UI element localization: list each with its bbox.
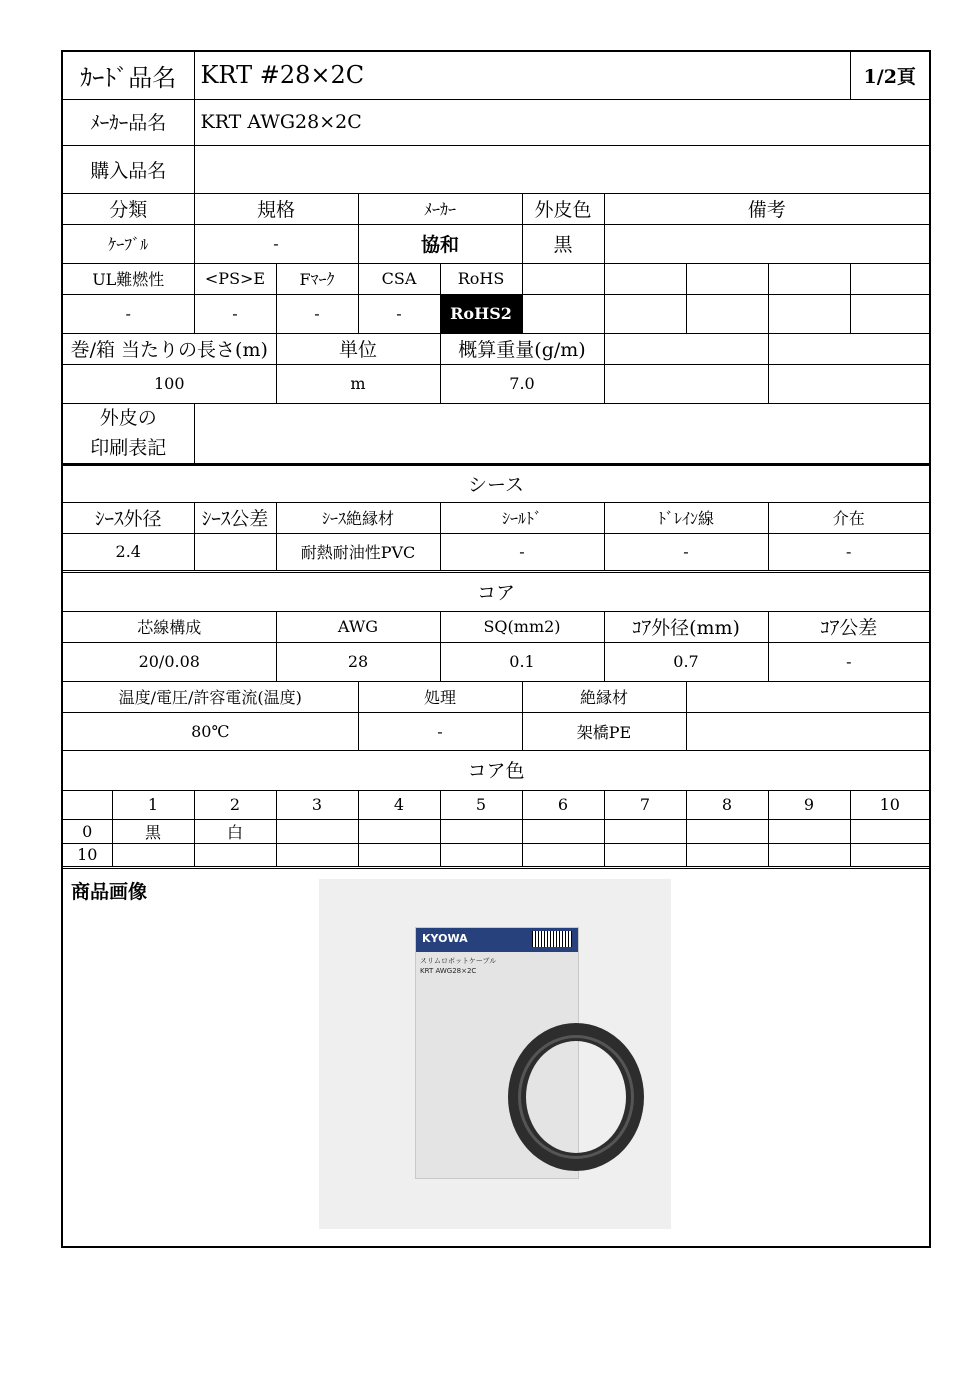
cert-value: -	[63, 294, 194, 333]
core-color-col: 3	[276, 790, 358, 819]
section-divider	[63, 866, 929, 869]
core-color-cell	[686, 843, 768, 866]
product-photo	[319, 879, 671, 1229]
class-value: -	[194, 224, 358, 263]
core-color-cell	[850, 819, 929, 843]
cert-header: <PS>E	[194, 263, 276, 294]
class-value	[604, 224, 929, 263]
purchase-name-value	[194, 145, 929, 193]
purchase-name-label: 購入品名	[63, 145, 194, 193]
length-value: 7.0	[440, 364, 604, 403]
core-header: ｺｱ外径(mm)	[604, 611, 768, 642]
core-color-cell	[522, 843, 604, 866]
sheath-header: 介在	[768, 502, 929, 533]
barcode-icon	[532, 931, 572, 947]
cable-package-image	[415, 927, 579, 1179]
core-value: 0.7	[604, 642, 768, 681]
core-value: 架橋PE	[522, 712, 686, 750]
core-header	[686, 681, 929, 712]
sheath-header: ﾄﾞﾚｲﾝ線	[604, 502, 768, 533]
class-header: 備考	[604, 193, 929, 224]
core-color-cell	[686, 819, 768, 843]
core-color-col: 5	[440, 790, 522, 819]
package-label-line1: スリムロボットケーブル	[420, 957, 497, 965]
core-color-table	[63, 750, 929, 867]
core-color-col: 10	[850, 790, 929, 819]
header-table	[63, 52, 929, 100]
core-color-title: コア色	[63, 750, 929, 790]
core-color-col: 1	[112, 790, 194, 819]
print-label-line2: 印刷表記	[90, 437, 167, 460]
core-extra-table	[63, 681, 929, 751]
print-label-line1: 外皮の	[99, 407, 157, 430]
core-color-cell	[112, 843, 194, 866]
sheath-header: ｼｰｽ公差	[194, 502, 276, 533]
core-header: AWG	[276, 611, 440, 642]
cert-header: CSA	[358, 263, 440, 294]
core-color-cell	[440, 843, 522, 866]
core-color-cell	[358, 819, 440, 843]
cert-header: Fﾏｰｸ	[276, 263, 358, 294]
package-brand: KYOWA	[422, 932, 468, 945]
package-header	[416, 928, 578, 952]
sheath-value: -	[768, 533, 929, 570]
cert-value	[604, 294, 686, 333]
length-header: 単位	[276, 333, 440, 364]
cert-header	[850, 263, 931, 294]
core-header: 処理	[358, 681, 522, 712]
print-value	[194, 403, 929, 464]
cert-header	[604, 263, 686, 294]
core-value: -	[358, 712, 522, 750]
core-color-cell: 白	[194, 819, 276, 843]
core-color-cell	[604, 843, 686, 866]
core-color-corner	[63, 790, 112, 819]
core-color-col: 6	[522, 790, 604, 819]
sheath-title: シース	[63, 466, 929, 502]
cert-header	[686, 263, 768, 294]
core-color-cell	[604, 819, 686, 843]
length-header	[768, 333, 929, 364]
class-header: 外皮色	[522, 193, 604, 224]
core-header: 温度/電圧/許容電流(温度)	[63, 681, 358, 712]
maker-name-value: KRT AWG28×2C	[194, 99, 929, 145]
product-image-title: 商品画像	[71, 881, 148, 903]
sheath-value: -	[440, 533, 604, 570]
length-value	[768, 364, 929, 403]
core-color-cell	[768, 819, 850, 843]
page-number: 1/2頁	[850, 52, 929, 99]
cert-header: RoHS	[440, 263, 522, 294]
core-color-cell	[440, 819, 522, 843]
core-color-col: 4	[358, 790, 440, 819]
class-header: ﾒｰｶｰ	[358, 193, 522, 224]
core-color-col: 2	[194, 790, 276, 819]
core-color-col: 8	[686, 790, 768, 819]
sheath-table	[63, 466, 929, 571]
length-header: 巻/箱 当たりの長さ(m)	[63, 333, 276, 364]
cert-value	[850, 294, 931, 333]
core-title: コア	[63, 573, 929, 611]
cert-value: -	[194, 294, 276, 333]
core-color-col: 7	[604, 790, 686, 819]
print-table	[63, 403, 929, 465]
core-color-cell	[768, 843, 850, 866]
class-value: ｹｰﾌﾞﾙ	[63, 224, 194, 263]
length-value: m	[276, 364, 440, 403]
core-value: 80℃	[63, 712, 358, 750]
cert-table	[63, 263, 931, 334]
package-label	[420, 956, 552, 976]
cert-value: -	[276, 294, 358, 333]
cert-value: -	[358, 294, 440, 333]
core-color-row-label: 10	[63, 843, 112, 866]
print-label	[63, 403, 194, 464]
sheath-header: ｼｰｽ絶縁材	[276, 502, 440, 533]
maker-name-label: ﾒｰｶｰ品名	[63, 99, 194, 145]
core-color-cell: 黒	[112, 819, 194, 843]
maker-value: 協和	[358, 224, 522, 263]
length-header	[604, 333, 768, 364]
rohs-badge: RoHS2	[440, 294, 522, 333]
spec-sheet	[61, 50, 931, 1248]
sheath-value	[194, 533, 276, 570]
cert-value	[522, 294, 604, 333]
core-header: SQ(mm2)	[440, 611, 604, 642]
length-value	[604, 364, 768, 403]
core-color-col: 9	[768, 790, 850, 819]
class-header: 分類	[63, 193, 194, 224]
cert-value	[768, 294, 850, 333]
cert-header	[768, 263, 850, 294]
core-table	[63, 573, 929, 682]
maker-table	[63, 99, 929, 194]
card-name-value: KRT #28×2C	[194, 52, 850, 99]
length-header: 概算重量(g/m)	[440, 333, 604, 364]
core-color-cell	[276, 843, 358, 866]
core-value: 0.1	[440, 642, 604, 681]
sheath-value: 2.4	[63, 533, 194, 570]
package-label-line2: KRT AWG28×2C	[420, 967, 477, 975]
sheath-header: ｼｰｽ外径	[63, 502, 194, 533]
core-value: 20/0.08	[63, 642, 276, 681]
sheath-value: -	[604, 533, 768, 570]
sheath-value: 耐熱耐油性PVC	[276, 533, 440, 570]
length-value: 100	[63, 364, 276, 403]
cable-coil-inner-icon	[518, 1035, 634, 1159]
sheath-header: ｼｰﾙﾄﾞ	[440, 502, 604, 533]
core-header: 芯線構成	[63, 611, 276, 642]
core-color-cell	[850, 843, 929, 866]
core-color-row-label: 0	[63, 819, 112, 843]
core-value	[686, 712, 929, 750]
classification-table	[63, 193, 929, 264]
class-header: 規格	[194, 193, 358, 224]
core-header: ｺｱ公差	[768, 611, 929, 642]
class-value: 黒	[522, 224, 604, 263]
core-color-cell	[194, 843, 276, 866]
cert-value	[686, 294, 768, 333]
core-color-cell	[276, 819, 358, 843]
length-table	[63, 333, 929, 404]
cert-header: UL難燃性	[63, 263, 194, 294]
core-header: 絶縁材	[522, 681, 686, 712]
card-name-label: ｶｰﾄﾞ品名	[63, 52, 194, 99]
core-value: -	[768, 642, 929, 681]
core-color-cell	[522, 819, 604, 843]
cert-header	[522, 263, 604, 294]
core-color-cell	[358, 843, 440, 866]
core-value: 28	[276, 642, 440, 681]
